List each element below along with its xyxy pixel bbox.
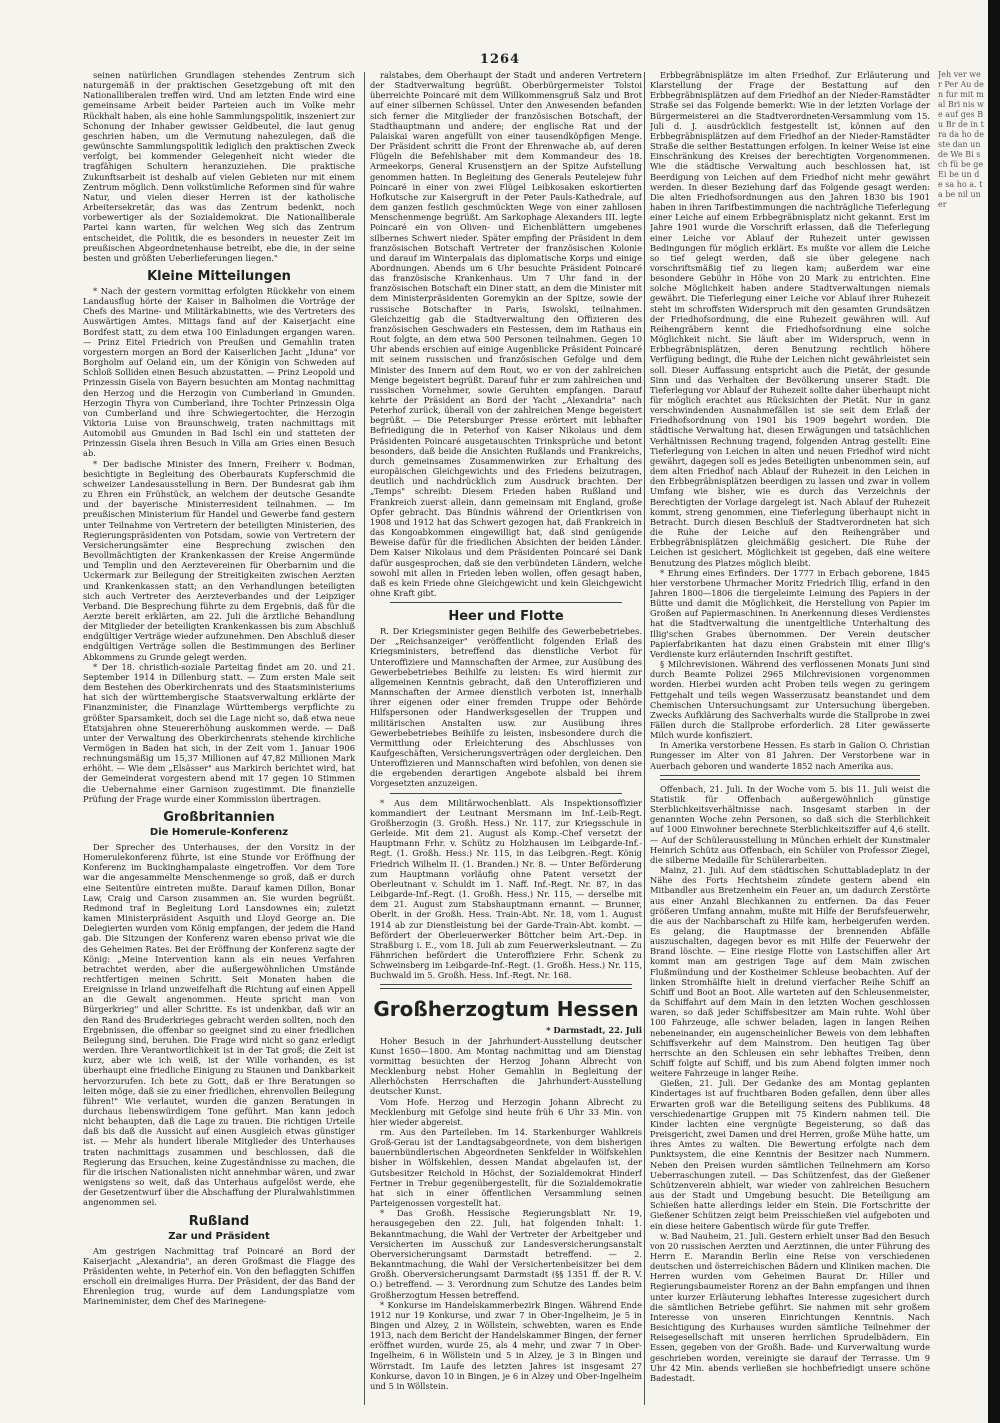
dateline: * Darmstadt, 22. Juli	[546, 1025, 642, 1036]
column-right	[650, 70, 930, 1405]
article-paragraph: rm. Aus den Parteileben. Im 14. Starkenburger Wahlkreis Groß-Gerau ist der Landtagsabgeordnete, von dem bisherigen bauernbündlerischen Abgeordneten Senkfelder in Wölfskehlen bisher in Wölfskehlen, dessen Mandat abgelaufen ist, der Gutsbesitzer Reichold in Höchst, der Sozialdemokrat Hinderf Fertner in Trebur gegenübergestellt, für die Sozialdemokratie hat sich in einer öffentlichen Versammlung seinen Parteigenossen vorgestellt hat.	[370, 1127, 642, 1209]
page-number: 1264	[479, 52, 521, 67]
article-paragraph: ralstabes, dem Oberhaupt der Stadt und anderen Vertretern der Stadtverwaltung begrüßt. Oberbürgermeister Tolstoi überreichte Poincaré mit dem Willkommensgruß Salz und Brot auf einer silbernen Schüssel. Unter den Anwesenden befanden sich ferner die Mitglieder der französischen Botschaft, der Stadthauptmann und andere; der englische Rat und der Palaiskai waren angefüllt von einer tausendköpfigen Menge. Der Präsident schritt die Front der Ehrenwache ab, auf deren Flügeln die Befehlshaber mit dem Kommandeur des 18. Armeekorps, General Krusenstjern an der Spitze Aufstellung genommen hatten. In Begleitung des Generals Peutelejew fuhr Poincaré in einer von zwei Flügel Leibkosaken eskortierten Hofkutsche zur Kaisergruft in der Peter Pauls-Kathedrale, auf dem ganzen festlich geschmückten Wege von einer zahllosen Menschenmenge begrüßt. Am Sarkophage Alexanders III. legte Poincaré ein von Oliven- und Eichenblättern umgebenes silbernes Schwert nieder. Später empfing der Präsident in dem französischen Botschaft Vertreter der französischen Kolonie und darauf im Winterpalais das diplomatische Korps und einige Abordnungen. Abends um 6 Uhr besuchte Präsident Poincaré das französische Krankenhaus. Um 7 Uhr fand in der französischen Botschaft ein Diner statt, an dem die Minister mit dem Ministerpräsidenten Goremykin an der Spitze, sowie der russische Botschafter in Paris, Iswolski, teilnahmen. Gleichzeitig gab die Stadtverwaltung den Offizieren des französischen Geschwaders ein Festessen, dem im Rathaus ein Rout folgte, an dem etwa 500 Personen teilnahmen. Gegen 10 Uhr abends erschien auf einige Augenblicke Präsident Poincaré mit seinem russischen und französischen Gefolge und dem Minister des Innern auf dem Rout, wo er von der zahlreichen Menge begeistert begrüßt. Darauf fuhr er zum zahlreichen und russischen Vornehmer, sowie Geruhten empfangen. Darauf kehrte der Präsident an Bord der Yacht „Alexandria" nach Peterhof zurück, überall von der zahlreichen Menge begeistert begrüßt. — Die Petersburger Presse erörtert mit lebhafter Befriedigung die in Peterhof von Kaiser Nikolaus und dem Präsidenten Poincaré ausgetauschten Trinksprüche und betont besonders, daß beide die Ansichten Rußlands und Frankreichs, durch gemeinsames Zusammenwirken zur Erhaltung des europäischen Gleichgewichts und des Friedens beizutragen, deutlich und nachdrücklich zum Ausdruck brachten. Der „Temps" schreibt: Diesem Frieden haben Rußland und Frankreich zuerst allein, dann gemeinsam mit England, große Opfer gebracht. Das Bündnis während der Orientkrisen von 1908 und 1912 hat das Schwert gezogen hat, daß Frankreich in das Kongoabkommen eingewilligt hat, daß sind genügende Beweise dafür für die friedlichen Absichten der beiden Länder. Dem Kaiser Nikolaus und dem Präsidenten Poincaré sei Dank dafür ausgesprochen, daß sie den verbündeten Ländern, welche sowohl mit allen in Frieden leben wollen, offen gesagt haben, daß es kein Friede ohne Gleichgewicht und kein Gleichgewicht ohne Kraft gibt.	[370, 70, 642, 598]
separator	[390, 602, 622, 603]
section-heading: Großherzogtum Hessen	[373, 997, 639, 1022]
section-heading: Großbritannien	[163, 809, 275, 825]
article-paragraph: * Aus dem Militärwochenblatt. Als Inspektionsoffizier kommandiert der Leutnant Mersmann im Inf.-Leib-Regt. Großherzogin (3. Großh. Hess.) Nr. 117, zur Kriegsschule in Gerleide. Mit dem 21. August als Komp.-Chef versetzt der Hauptmann Frhr. v. Schütz zu Holzhausen im Leibgarde-Inf.-Regt. (1. Großh. Hess.) Nr. 115, in das Leibgren.-Regt. König Friedrich Wilhelm II. (1. Branden.) Nr. 8. — Unter Beförderung zum Hauptmann vorläufig ohne Patent versetzt der Oberleutnant v. Schuldt im 1. Naff. Inf.-Regt. Nr. 87, in das Leibgarde-Inf.-Regt. (1. Großh. Hess.) Nr. 115, — derselbe mit dem 21. August zum Stabshauptmann ernannt. — Brunner, Oberlt. in der Großh. Hess. Train-Abt. Nr. 18, vom 1. August 1914 ab zur Dienstleistung bei der Garde-Train-Abt. kombt. — Befördert der Oberleuerwerker Böttcher beim Art.-Dep. in Straßburg i. E., vom 18. Juli ab zum Feuerwerksleutnant. — Zu Fähnrichen befördert die Unteroffiziere Frhr. Schenk zu Schweinsberg im Leibgarde-Inf.-Regt. (1. Großh. Hess.) Nr. 115, Buchwald im 5. Großh. Hess. Inf.-Regt. Nr. 168.	[370, 797, 642, 981]
article-paragraph: Offenbach, 21. Juli. In der Woche vom 5. bis 11. Juli weist die Statistik für Offenbach außergewöhnlich günstige Sterblichkeitsverhältnisse nach. Insgesamt starben in der genannten Woche zehn Personen, so daß sich die Sterblichkeit auf 1000 Einwohner berechnete Sterblichkeitsziffer auf 4,6 stellt. — Auf der Schülerausstellung in München erhielt der Kunstmaler Heinrich Schütz aus Offenbach, ein Schüler von Professor Ziegel, die silberne Medaille für Schülerarbeiten.	[650, 783, 930, 865]
article-paragraph: * Nach der gestern vormittag erfolgten Rückkehr von einem Landausflug hörte der Kaiser in Balholmen die Vorträge der Chefs des Marine- und Militärkabinetts, wie des Vertreters des Auswärtigen Amtes. Mittags fand auf der Kaiserjacht eine Bordfest statt, zu dem etwa 100 Einladungen ergangen waren. — Prinz Eitel Friedrich von Preußen und Gemahlin traten vorgestern morgen an Bord der Kaiserlichen Jacht „Iduna" vor Borgholm auf Oeland ein, um der Königin von Schweden auf Schloß Solliden einen Besuch abzustatten. — Prinz Leopold und Prinzessin Gisela von Bayern besuchten am Montag nachmittag den Herzog und die Herzogin von Cumberland in Gmunden. Herzogin Thyra von Cumberland, ihre Tochter Prinzessin Olga von Cumberland und ihre Schwiegertochter, die Herzogin Viktoria Luise von Braunschweig, traten nachmittags mit Automobil aus Gmunden in Bad Ischl ein und statteten der Prinzessin Gisela ihren Besuch in Villa am Gries einen Besuch ab.	[83, 285, 355, 459]
article-paragraph: Erbbegräbnisplätze im alten Friedhof. Zur Erläuterung und Klarstellung der Frage der Bestattung auf den Erbbegräbnisplätzen auf dem Friedhof an der Nieder-Ramstädter Straße sei das Folgende bemerkt: Wie in der letzten Vorlage der Bürgermeisterei an die Stadtverordneten-Versammlung vom 15. Juli d. J. ausdrücklich festgestellt ist, können auf den Erbbegräbnisplätzen auf dem Friedhof an der Nieder-Ramstädter Straße die seither Bestattungen erfolgen. In keiner Weise ist eine Einschränkung des Kreises der berechtigten Vorgenommenen. Wie die städtische Verwaltung auch beschlossen hat, ist Beerdigung von Leichen auf dem Friedhof nicht mehr gewährt werden. In dieser Beziehung darf das Folgende gesagt werden: Die alten Friedhofsordnungen aus den Jahren 1830 bis 1901 haben in ihren Tarifbestimmungen die nachträgliche Tieferlegung einer Leiche auf einem Erbbegräbnisplatz nicht gekannt. Erst im Jahre 1901 wurde die Vorschrift erlassen, daß die Tieferlegung einer Leiche vor Ablauf der Ruhezeit unter gewissen Bedingungen für möglich erklärt. Es mußte vor allem die Leiche so tief gelegt werden, daß sie über gelegene nach vorschriftsmäßig tief zu liegen kam; außerdem war eine besondere Gebühr in Höhe von 20 Mark zu entrichten. Eine solche Möglichkeit haben andere Stadtverwaltungen niemals gewährt. Die Tieferlegung einer Leiche vor Ablauf ihrer Ruhezeit steht im schroffsten Widerspruch mit den gesamten Grundsätzen der Friedhofsordnung, die eine Ruhezeit gewähren will. Auf Reihengräbern kennt die Friedhofsordnung eine solche Möglichkeit nicht. Sie läuft aber im Widerspruch, wenn in Erbbegräbnisplätzen, deren Benutzung rechtlich höhere Verfügung bedingt, die Ruhe der Leichen nicht gewährleistet sein soll. Dieser Auffassung entspricht auch die Pietät, der gesunde Sinn und das Verhalten der Bevölkerung unserer Stadt. Die Tieferlegung vor Ablauf der Ruhezeit sollte daher überhaupt nicht für möglich erachtet aus Rücksichten der Pietät. Nur in ganz verschwindenden Ausnahmefällen ist sie seit dem Erlaß der Friedhofsordnung von 1901 bis 1909 begehrt worden. Die städtische Verwaltung hat, diesen Erwägungen und tatsächlichen Verhältnissen Rechnung tragend, folgenden Antrag gestellt: Eine Tieferlegung von Leichen in alten und neuen Friedhof wird nicht gewährt, dagegen soll es jedes Beteiligten unbenommen sein, auf dem alten Friedhof nach Ablauf der Ruhezeit in den Leichen in den Erbbegräbnisplätzen beerdigen zu lassen und zwar in vollem Umfang wie bisher, wie es durch das Verzeichnis der Berechtigten der Vorlage dargelegt ist. Nach Ablauf der Ruhezeit kommt, streng genommen, eine Tieferlegung überhaupt nicht in Betracht. Durch diesen Beschluß der Stadtverordneten hat sich die Ruhe der Leiche auf den Reihengräber und Erbbegräbnisplätzen gleichmäßig gesichert. Die Ruhe der Leichen ist gesichert. Möglichkeit ist gegeben, daß eine weitere Benutzung des Platzes möglich bleibt.	[650, 70, 930, 568]
separator	[380, 984, 632, 989]
article-paragraph: * Ehrung eines Erfinders. Der 1777 in Erbach geborene, 1845 hier verstorbene Uhrmacher Moritz Friedrich Illig, erfand in den Jahren 1800—1806 die tiergeleimte Leimung des Papiers in der Bütte und damit die Möglichkeit, die Herstellung von Papier im Großen auf Papiermaschinen. In Anerkennung dieses Verdienstes hat die Stadtverwaltung die unentgeltliche Unterhaltung des Illig'schen Grabes übernommen. Der Verein deutscher Papierfabrikanten hat dazu einen Grabstein mit einer Illig's Verdienste kurz erläuternden Inschrift gestiftet.	[650, 567, 930, 659]
section-heading: Heer und Flotte	[448, 609, 564, 625]
article-paragraph: Der Sprecher des Unterhauses, der den Vorsitz in der Homerulekonferenz führte, ist eine Stunde vor Eröffnung der Konferenz im Buckinghampalaste eingetroffen. Vor dem Tore war die angesammelte Menschenmenge so groß, daß er durch eine Seitentüre eintreten mußte. Darauf kamen Dillon, Bonar Law, Craig und Carson zusammen an. Sie wurden begrüßt. Redmond traf in Begleitung Lord Lansdownes ein; zuletzt kamen Ministerpräsident Asquith und Lloyd George an. Die Delegierten wurden vom König empfangen, der jedem die Hand gab. Die Sitzungen der Konferenz waren ebenso privat wie die des Geheimen Rates. Bei der Eröffnung der Konferenz sagte der König: „Meine Intervention kann als ein neues Verfahren betrachtet werden, aber die außergewöhnlichen Umstände rechtfertigen meinen Schritt. Seit Monaten haben die Ereignisse in Irland unzweifelhaft die Richtung auf einen Appell an die Gewalt angenommen. Heute spricht man von Bürgerkrieg" und aller Schritte. Es ist undenkbar, daß wir an den Rand des Bruderkrieges gebracht werden sollten, noch den Ergebnissen, die offenbar so geeignet sind zu einer friedlichen Beilegung sind, beruhen. Die Frage wird nicht so ganz erledigt werden. Ihre Verantwortlichkeit ist in der Tat groß; die Zeit ist kurz, aber wie ich weiß, ist der Wille vorhanden, es ist überhaupt eine friedliche Einigung zu Staunen und Dankbarkeit hervorzurufen. Ich bete zu Gott, daß er Ihre Beratungen so leiten möge, daß sie zu einer friedlichen, ehrenvollen Beilegung führen!" Wie verlautet, wurden die ganzen Beratungen in durchaus liebenswürdigem Tone geführt. Man kann jedoch nicht behaupten, daß die Lage zu trauen. Die richtigen Urteile daß bis daß die Aussicht auf einen Ausgleich etwas günstiger ist. — Mehr als hundert liberale Mitglieder des Unterhauses traten nachmittags zusammen und beschlossen, daß die Regierung das Ersuchen, keine Zugeständnisse zu machen, die für die irischen Nationalisten nicht annehmbar wären, und zwar wenigstens so weit, daß das Unterhaus aufgelöst werde, ehe der Gesetzentwurf über die Abschaffung der Pluralwahlstimmen angenommen sei.	[83, 841, 355, 1208]
section-subheading: Die Homerule-Konferenz	[149, 826, 289, 838]
article-paragraph: In Amerika verstorbene Hessen. Es starb in Galion O. Christian Rungesser im Alter von 81 Jahren. Der Verstorbene war in Auerbach geboren und wanderte 1852 nach Amerika aus.	[650, 740, 930, 771]
separator	[660, 775, 920, 780]
column-rule	[364, 72, 365, 1405]
article-paragraph: * Der badische Minister des Innern, Freiherr v. Bodman, besichtigte in Begleitung des Oberbaurats Kupferschmid die schweizer Landesausstellung in Bern. Der Bundesrat gab ihm zu Ehren ein Frühstück, an welchem der deutsche Gesandte und der bayerische Ministerresident teilnahmen. — Im preußischen Ministerium für Handel und Gewerbe fand gestern unter Teilnahme von Vertretern der beteiligten Ministerien, des Regierungspräsidenten von Potsdam, sowie von Vertretern der Versicherungsämter eine Besprechung zwischen den Bevollmächtigten der Krankenkassen der Kreise Angermünde und Templin und den Aerztevereinen für Oberbarnim und die Uckermark zur Beilegung der Streitigkeiten zwischen Aerzten und Krankenkassen statt; an den Verhandlungen beteiligten sich auch Vertreter des Aerzteverbandes und der Leipziger Verband. Die Besprechung führte zu dem Ergebnis, daß für die Aerzte bereit erklärten, am 22. Juli die ärztliche Behandlung der Mitglieder der beteiligten Krankenkassen bis zum Abschluß endgültiger Verträge wieder aufzunehmen. Den Abschluß dieser endgültigen Verträge sollen die Bestimmungen des Berliner Abkommens zu Grunde gelegt werden.	[83, 458, 355, 662]
article-paragraph: seinen natürlichen Grundlagen stehendes Zentrum sich naturgemäß in der praktischen Gesetzgebung oft mit den Nationalliberalen treffen wird. Und am letzten Ende wird eine gemeinsame Arbeit beider Parteien auch im Volke mehr Rückhalt haben, als eine hohle Sammlungspolitik, inszeniert zur Schonung der Inhaber gewisser Geldbeutel, die laut genug geschrien haben, um die Vermutung nahezulegen, daß die gewünschte Sammlungspolitik lediglich den praktischen Zweck verfolgt, bei kommender Gelegenheit nicht wieder die tragfähigen Schultern heranzuziehen. Die praktische Zukunftsarbeit ist deshalb auf vielen Gebieten nur mit einem Zentrum möglich. Denn volkstümliche Reformen sind für wahre Natur, und vielen dieser Herren ist der katholische Arbeitersekretär, das was das Zentrum bedenkt, noch vorbewertiger als der Sozialdemokrat. Die Nationalliberale Partei kann warten, für welchen Weg sich das Zentrum entscheidet, die Politik, die es besonders in neuester Zeit im preußischen Abgeordnetenhause betreibt, ebe die, in der seine besten und größten Ueberlieferungen liegen."	[83, 70, 355, 263]
article-paragraph: * Konkurse im Handelskammerbezirk Bingen. Während Ende 1912 nur 19 Konkurse, und zwar 7 in Ober-Ingelheim, je 5 in Bingen und Alzey, 2 in Wöllstein, schwebten, waren es Ende 1913, nach dem Bericht der Handelskammer Bingen, der ferner eröffnet wurden, wurde 25, als 4 mehr, und zwar 7 in Ober-Ingelheim, 6 in Wöllstein und 5 in Alzey, je 3 in Bingen und Wörrstadt. Im Laufe des letzten Jahres ist insgesamt 27 Konkurse, davon 10 in Bingen, je 6 in Alzey und Ober-Ingelheim und 5 in Wöllstein.	[370, 1299, 642, 1391]
adjacent-page-margin: Jeh ver wer Per Au den fur mit mal Bri nis we auf ges Bu Br de in tra da ho de ste dan un de We Bi sch fü be ge Ei be un de sa ho a. ta be nil un er	[938, 70, 984, 209]
article-paragraph: * Das Großh. Hessische Regierungsblatt Nr. 19, herausgegeben den 22. Juli, hat folgenden Inhalt: 1. Bekanntmachung, die Wahl der Vertreter der Arbeitgeber und Versicherten im Ausschuß zur Landesversicherungsanstalt Oberversicherungsamt Darmstadt betreffend. — 2. Bekanntmachung, die Wahl der Versichertenbeisitzer bei dem Großh. Oberversicherungsamt Darmstadt (§§ 1351 ff. der R. V. O.) betreffend. — 3. Verordnung zum Schutze des Landes beim Großherzogtum Hessen betreffend.	[370, 1208, 642, 1300]
article-paragraph: § Milchrevisionen. Während des verflossenen Monats Juni sind durch Beamte Polizei 2965 Milchrevisionen vorgenommen worden. Hierbei wurden acht Proben teils wegen zu geringem Fettgehalt und teils wegen Wasserzusatz beanstandet und dem Chemischen Untersuchungsamt zur Untersuchung übergeben. Zwecks Aufklärung des Sachverhalts wurde die Stallprobe in zwei Fällen durch die Stallprobe erforderlich. 28 Liter gewässerte Milch wurde konfisziert.	[650, 659, 930, 741]
binding-gutter	[988, 0, 1000, 1423]
section-subheading: Zar und Präsident	[168, 1230, 270, 1242]
article-paragraph: Hoher Besuch in der Jahrhundert-Ausstellung deutscher Kunst 1650—1800. Am Montag nachmittag und am Dienstag vormittag besuchten der Herzog Johann Albrecht von Mecklenburg nebst Hoher Gemahlin in Begleitung der Allerhöchsten Herrschaften die Jahrhundert-Ausstellung deutscher Kunst.	[370, 1035, 642, 1097]
column-rule	[644, 72, 645, 1405]
article-paragraph: Am gestrigen Nachmittag traf Poincaré an Bord der Kaiserjacht „Alexandria", an deren Großmast die Flagge des Präsidenten wehte, in Peterhof ein. Von den beflaggten Schiffen erscholl ein dreimaliges Hurra. Der Präsident, der das Band der Ehrenlegion trug, wurde auf dem Landungsplatze vom Marineminister, dem Chef des Marinegene-	[83, 1245, 355, 1307]
article-paragraph: R. Der Kriegsminister gegen Beihilfe des Gewerbebetriebes. Der „Reichsanzeiger" veröffentlicht folgenden Erlaß des Kriegsministers, betreffend das dienstliche Verbot für Unteroffiziere und Mannschaften der Armee, zur Ausübung des Gewerbebetriebes Beihilfe zu leisten: Es wird hiermit zur allgemeinen Kenntnis gebracht, daß den Unteroffizieren und Mannschaften der Armee dienstlich verboten ist, innerhalb ihrer eigenen oder einer fremden Truppe oder Behörde Hilfspersonen oder Handwerksgesellen der Truppen und militärischen Anstalten usw. zur Ausübung ihres Gewerbebetriebes Beihilfe zu leisten, insbesondere durch die Vermittlung oder Erleichterung des Abschlusses von Kaufgeschäften, Versicherungsverträgen oder dergleichen. Den Unteroffizieren und Mannschaften wird befohlen, von denen sie die ergebenden derartigen Angebote alsbald bei ihrem Vorgesetzten anzuzeigen.	[370, 626, 642, 789]
article-paragraph: Mainz, 21. Juli. Auf dem städtischen Schuttabladeplatz in der Nähe des Forts Hechtsheim zündete gestern abend ein Mitbandler aus Bretzenheim ein Feuer an, um dadurch Zerstörte aus einer Anzahl Blechkannen zu entfernen. Da das Feuer größeren Umfang annahm, mußte mit Hilfe der Berufsfeuerwehr, die aus der Nachbarschaft zu Hilfe kam, herbeigerufen werden. Es gelang, die Hauptmasse der brennenden Abfälle auszuschalten, dagegen bevor es mit Hilfe der Feuerwehr der Brand löschte. — Eine riesige Flotte von Lastschiffen aller Art kommt man am gestrigen Tage auf dem Main zwischen Flußmündung und der Kostheimer Schleuse beobachten. Auf der linken Stromhälfte hielt in dreiund vierfacher Reihe Schiff an Schiff und Boot an Boot. Alle warteten auf den Schleusenmeister, da Schiffahrt auf dem Main in den letzten Wochen geschlossen waren, so daß jeder Schiffsbesitzer am Main ruhte. Wohl über 100 Fahrzeuge, alle schwer beladen, lagen in langen Reihen nebeneinander, ein augenscheinlicher Beweis von dem lebhaften Schiffsverkehr auf dem Mainstrom. Den heutigen Tag über herrschte an den Schleusen ein sehr lebhaftes Treiben, denn Schiff folgte auf Schiff, und bis zum Abend folgten immer noch weitere Fahrzeuge in langer Reihe.	[650, 865, 930, 1079]
article-paragraph: * Der 18. christlich-soziale Parteitag findet am 20. und 21. September 1914 in Dillenburg statt. — Zum ersten Male seit dem Bestehen des Oberkirchenrats und des Staatsministeriums hat sich der württembergische Staatsverwaltung erklärte der Finanzminister, die Finanzlage Württembergs verpflichte zu größter Sparsamkeit, doch sei die Lage nicht so, daß etwa neue Etatsjahren ohne Steuererhöhung auskommen werde. — Daß unter der Verwaltung des Oberkirchenrats stehende kirchliche Vermögen in Baden hat sich, in der Zeit vom 1. Januar 1906 rechnungsmäßig um 15,37 Millionen auf 47,82 Millionen Mark erhöht. — Wie dem „Elsässer" aus Markirch berichtet wird, hat der Gemeinderat vorgestern abend mit 17 gegen 10 Stimmen die Uebernahme einer Garnison zugestimmt. Die finanzielle Prüfung der Frage wurde einer Kommission übertragen.	[83, 661, 355, 804]
section-heading: Rußland	[188, 1213, 250, 1229]
article-paragraph: Gießen, 21. Juli. Der Gedanke des am Montag geplanten Kindertages ist auf fruchtbaren Boden gefallen, denn über alles Erwarten groß war die Beteiligung seitens des Publikums. 48 verschiedenartige Gruppen mit 75 Kindern nahmen teil. Die Kinder lachten eine vergnügte Begeisterung, so daß das Preisgericht, zwei Damen und drei Herren, große Mühe hatte, um ihres Amtes zu walten. Die Bewertung erfolgte nach dem Punktsystem, die eine Kenntnis der Besitzer nach Nummern. Neben den Preisen wurden sämtlichen Teilnehmern am Korso Ueberraschungen zuteil. — Das Schützenfest, das der Gießener Schützenverein abhielt, war wieder von zahlreichen Besuchern aus der Stadt und Umgebung besucht. Die Beteiligung am Schießen hatte allerdings leider ein Stein. Die Fortschritte der Gießener Schützen zeigt beim Preisschießen viel aufgeboten und ein diese heitere Gabentisch würde für gute Treffer.	[650, 1078, 930, 1231]
article-paragraph: Vom Hofe. Herzog und Herzogin Johann Albrecht zu Mecklenburg mit Gefolge sind heute früh 6 Uhr 33 Min. von hier wieder abgereist.	[370, 1096, 642, 1127]
column-middle	[370, 70, 642, 1405]
article-paragraph: w. Bad Nauheim, 21. Juli. Gestern erhielt unser Bad den Besuch von 20 russischen Aerzten und Aerztinnen, die unter Führung des Herrn E. Marandin Berlin eine Reise von verschiedenen deutschen und österreichischen Bädern und Kliniken machen. Die Herren wurden vom Geheimen Baurat Dr. Hiller und Regierungsbaumeister Rorenz an der Bahn empfangen und ihnen unter kurzer Erläuterung lebhaftes Interesse zugesichert durch die sämtlichen Betriebe geführt. Sie nahmen mit sehr großem Interesse von unseren Einrichtungen Kenntnis. Nach Besichtigung des Kurhauses wurden sämtliche Teilnehmer der Reisegesellschaft mit unseren herrlichen Sprudelbädern. Ein Essen, gegeben von der Großh. Bade- und Kurverwaltung wurde geschrieben worden, vereinigte sie darauf der Terrasse. Um 9 Uhr 42 Min. abends verließen sie hochbefriedigt unsere schöne Badestadt.	[650, 1230, 930, 1383]
separator	[390, 793, 622, 794]
column-left	[83, 70, 355, 1405]
section-heading: Kleine Mitteilungen	[147, 268, 291, 284]
